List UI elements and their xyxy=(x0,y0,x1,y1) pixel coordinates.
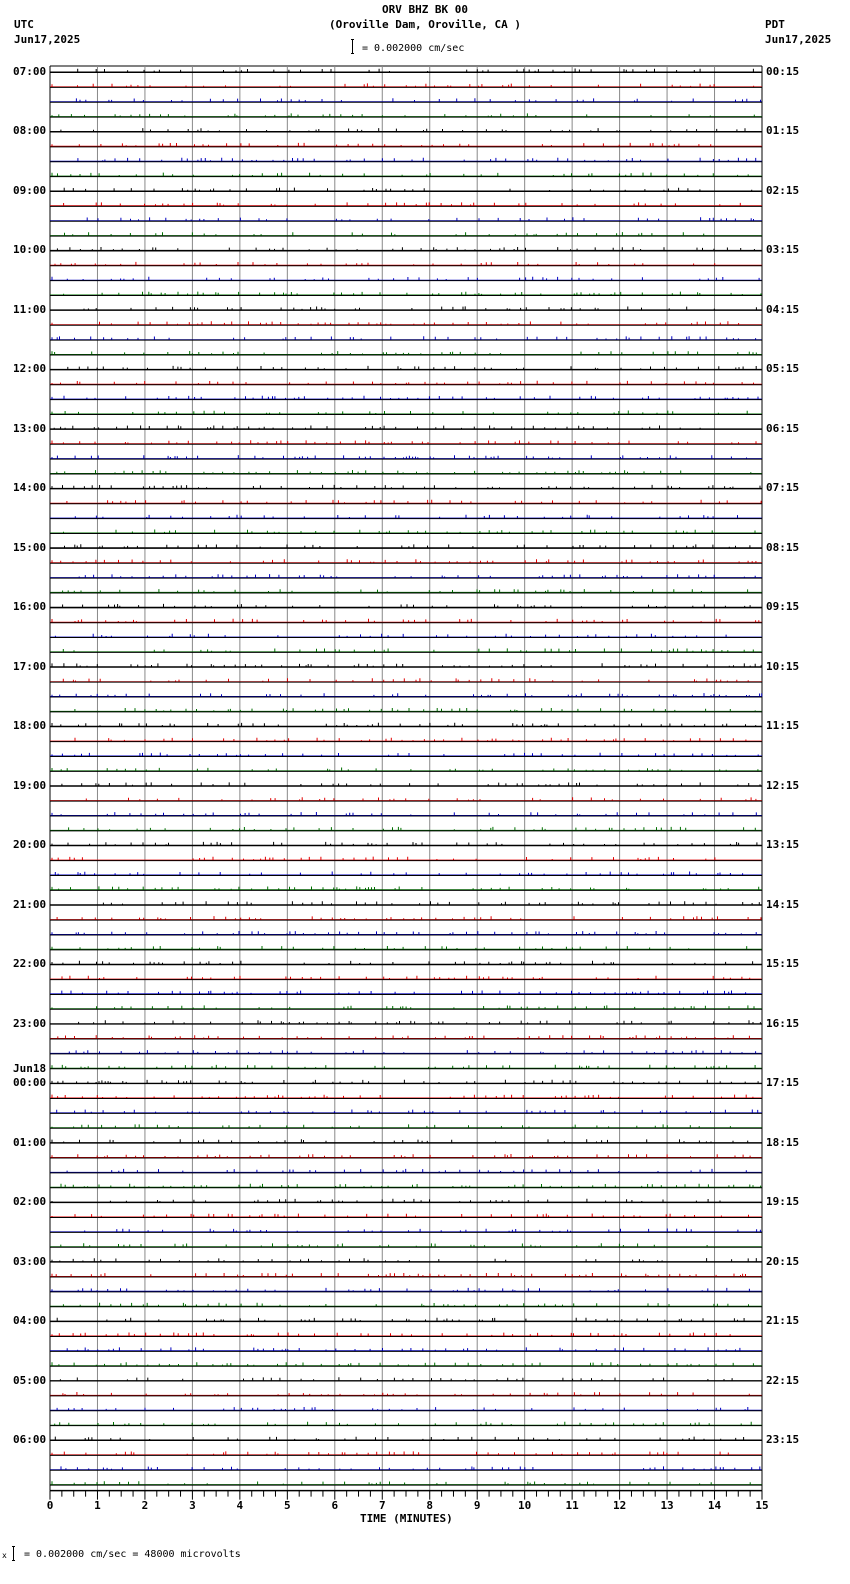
x-tick-label: 13 xyxy=(660,1498,674,1512)
right-hour-label: 11:15 xyxy=(766,719,800,733)
seismic-trace xyxy=(50,1065,762,1069)
seismic-trace xyxy=(50,83,762,87)
seismic-trace xyxy=(50,1095,762,1099)
seismic-trace xyxy=(50,411,762,415)
scale-label: = 0.002000 cm/sec xyxy=(362,43,465,54)
right-hour-label: 15:15 xyxy=(766,957,800,971)
seismic-trace xyxy=(50,604,762,608)
seismic-trace xyxy=(50,901,762,905)
footer-scale: = 0.002000 cm/sec = 48000 microvolts xyxy=(24,1549,241,1560)
seismic-trace xyxy=(50,500,762,504)
seismic-trace xyxy=(50,797,762,801)
seismic-trace xyxy=(50,961,762,965)
right-hour-label: 19:15 xyxy=(766,1195,800,1209)
right-hour-label: 09:15 xyxy=(766,600,800,614)
seismic-trace xyxy=(50,426,762,430)
x-tick-label: 7 xyxy=(378,1498,386,1512)
right-hour-label: 10:15 xyxy=(766,659,800,673)
seismic-trace xyxy=(50,827,762,831)
left-hour-label: 19:00 xyxy=(13,778,47,792)
x-tick-label: 0 xyxy=(46,1498,54,1512)
seismic-trace xyxy=(50,753,762,757)
seismic-trace xyxy=(50,1303,762,1307)
left-hour-label: 11:00 xyxy=(13,302,47,316)
seismic-trace xyxy=(50,991,762,995)
seismic-trace xyxy=(50,1362,762,1366)
left-date: Jun17,2025 xyxy=(14,33,81,46)
seismic-trace xyxy=(50,470,762,474)
seismic-trace xyxy=(50,113,762,117)
seismic-trace xyxy=(50,485,762,489)
seismic-trace xyxy=(50,366,762,370)
right-hour-label: 07:15 xyxy=(766,481,800,495)
date-change-label: Jun18 xyxy=(13,1062,47,1076)
seismic-trace xyxy=(50,1377,762,1381)
seismic-trace xyxy=(50,98,762,102)
seismic-trace xyxy=(50,1258,762,1262)
left-hour-label: 04:00 xyxy=(13,1314,47,1328)
right-hour-label: 13:15 xyxy=(766,838,800,852)
seismic-trace xyxy=(50,1050,762,1054)
seismic-trace xyxy=(50,1124,762,1128)
left-hour-label: 22:00 xyxy=(13,957,47,971)
seismic-trace xyxy=(50,782,762,786)
left-hour-label: 21:00 xyxy=(13,897,47,911)
seismic-trace xyxy=(50,336,762,340)
seismic-trace xyxy=(50,931,762,935)
left-hour-label: 01:00 xyxy=(13,1135,47,1149)
seismic-trace xyxy=(50,1347,762,1351)
seismic-trace xyxy=(50,321,762,325)
chart-subtitle: (Oroville Dam, Oroville, CA ) xyxy=(328,18,522,31)
seismic-trace xyxy=(50,1199,762,1203)
seismic-trace xyxy=(50,678,762,682)
seismic-trace xyxy=(50,217,762,221)
seismic-trace xyxy=(50,530,762,534)
seismic-trace xyxy=(50,1184,762,1188)
seismic-trace xyxy=(50,1243,762,1247)
seismic-trace xyxy=(50,188,762,192)
seismic-trace xyxy=(50,381,762,385)
left-hour-label: 00:00 xyxy=(13,1076,47,1090)
seismic-trace xyxy=(50,693,762,697)
seismic-trace xyxy=(50,1139,762,1143)
right-hour-label: 14:15 xyxy=(766,897,800,911)
seismic-trace xyxy=(50,723,762,727)
seismic-trace xyxy=(50,1451,762,1455)
seismic-trace xyxy=(50,544,762,548)
x-tick-label: 3 xyxy=(189,1498,196,1512)
seismic-trace xyxy=(50,277,762,281)
right-hour-label: 05:15 xyxy=(766,362,800,376)
left-hour-label: 20:00 xyxy=(13,838,47,852)
seismic-trace xyxy=(50,396,762,400)
right-hour-label: 04:15 xyxy=(766,302,800,316)
seismic-trace xyxy=(50,1005,762,1009)
right-hour-label: 17:15 xyxy=(766,1076,800,1090)
x-tick-label: 5 xyxy=(284,1498,291,1512)
left-hour-label: 06:00 xyxy=(13,1433,47,1447)
right-hour-label: 02:15 xyxy=(766,183,800,197)
left-hour-label: 13:00 xyxy=(13,421,47,435)
footer-scale-icon xyxy=(12,1546,15,1561)
seismic-trace xyxy=(50,1035,762,1039)
seismic-trace xyxy=(50,262,762,266)
seismic-trace xyxy=(50,1481,762,1485)
seismic-trace xyxy=(50,1154,762,1158)
right-hour-label: 18:15 xyxy=(766,1135,800,1149)
seismic-trace xyxy=(50,1169,762,1173)
seismic-trace xyxy=(50,128,762,132)
left-hour-label: 15:00 xyxy=(13,540,47,554)
chart-title: ORV BHZ BK 00 xyxy=(381,3,469,16)
right-hour-label: 21:15 xyxy=(766,1314,800,1328)
seismic-trace xyxy=(50,173,762,177)
x-tick-label: 15 xyxy=(755,1498,769,1512)
left-hour-label: 12:00 xyxy=(13,362,47,376)
seismic-trace xyxy=(50,1466,762,1470)
seismic-trace xyxy=(50,306,762,310)
seismic-trace xyxy=(50,663,762,667)
right-hour-label: 08:15 xyxy=(766,540,800,554)
x-tick-label: 4 xyxy=(236,1498,244,1512)
seismic-trace xyxy=(50,1407,762,1411)
right-date: Jun17,2025 xyxy=(765,33,832,46)
x-tick-label: 14 xyxy=(707,1498,722,1512)
right-hour-label: 23:15 xyxy=(766,1433,800,1447)
seismic-trace xyxy=(50,872,762,876)
left-hour-label: 10:00 xyxy=(13,243,47,257)
x-tick-label: 6 xyxy=(331,1498,339,1512)
seismic-trace xyxy=(50,946,762,950)
seismic-trace xyxy=(50,842,762,846)
left-timezone: UTC xyxy=(14,18,34,31)
right-hour-label: 22:15 xyxy=(766,1373,800,1387)
x-tick-label: 12 xyxy=(612,1498,627,1512)
seismic-trace xyxy=(50,1020,762,1024)
x-tick-label: 8 xyxy=(426,1498,434,1512)
right-hour-label: 03:15 xyxy=(766,243,800,257)
left-hour-label: 09:00 xyxy=(13,183,47,197)
seismic-trace xyxy=(50,768,762,772)
seismic-trace xyxy=(50,916,762,920)
seismic-trace xyxy=(50,292,762,296)
seismic-trace xyxy=(50,589,762,593)
x-tick-label: 2 xyxy=(141,1498,149,1512)
right-hour-label: 06:15 xyxy=(766,421,800,435)
right-hour-label: 16:15 xyxy=(766,1016,800,1030)
seismic-trace xyxy=(50,1214,762,1218)
seismic-trace xyxy=(50,648,762,652)
seismic-trace xyxy=(50,1318,762,1322)
seismic-trace xyxy=(50,976,762,980)
seismic-trace xyxy=(50,738,762,742)
left-hour-label: 05:00 xyxy=(13,1373,47,1387)
seismic-trace xyxy=(50,1229,762,1233)
seismic-trace xyxy=(50,1273,762,1277)
seismic-trace xyxy=(50,708,762,712)
left-hour-label: 07:00 xyxy=(13,65,47,78)
left-hour-label: 02:00 xyxy=(13,1195,47,1209)
seismic-trace xyxy=(50,202,762,206)
right-hour-label: 01:15 xyxy=(766,124,800,138)
seismic-trace xyxy=(50,886,762,890)
seismic-trace xyxy=(50,69,762,73)
seismic-trace xyxy=(50,247,762,251)
left-hour-label: 18:00 xyxy=(13,719,47,733)
x-tick-label: 9 xyxy=(473,1498,481,1512)
seismic-trace xyxy=(50,232,762,236)
left-hour-label: 17:00 xyxy=(13,659,47,673)
x-axis-label: TIME (MINUTES) xyxy=(360,1512,453,1525)
seismic-trace xyxy=(50,1422,762,1426)
seismic-trace xyxy=(50,574,762,578)
seismic-trace xyxy=(50,1333,762,1337)
seismic-trace xyxy=(50,1392,762,1396)
seismic-trace xyxy=(50,515,762,519)
seismic-trace xyxy=(50,559,762,563)
right-hour-label: 20:15 xyxy=(766,1254,800,1268)
x-tick-label: 10 xyxy=(518,1498,532,1512)
x-tick-label: 11 xyxy=(565,1498,579,1512)
left-hour-label: 16:00 xyxy=(13,600,47,614)
seismic-trace xyxy=(50,1288,762,1292)
right-hour-label: 12:15 xyxy=(766,778,800,792)
left-hour-label: 03:00 xyxy=(13,1254,47,1268)
left-hour-label: 14:00 xyxy=(13,481,47,495)
seismic-trace xyxy=(50,1080,762,1084)
seismic-trace xyxy=(50,812,762,816)
right-timezone: PDT xyxy=(765,18,785,31)
footer-mark: x xyxy=(2,1551,7,1560)
right-hour-label: 00:15 xyxy=(766,65,800,78)
left-hour-label: 08:00 xyxy=(13,124,47,138)
seismic-trace xyxy=(50,1110,762,1114)
seismic-trace xyxy=(50,455,762,459)
seismic-trace xyxy=(50,351,762,355)
seismic-trace xyxy=(50,440,762,444)
seismic-trace xyxy=(50,634,762,638)
seismic-trace xyxy=(50,158,762,162)
seismic-trace xyxy=(50,1437,762,1441)
x-tick-label: 1 xyxy=(94,1498,101,1512)
seismic-trace xyxy=(50,619,762,623)
left-hour-label: 23:00 xyxy=(13,1016,47,1030)
seismic-trace xyxy=(50,143,762,147)
seismic-trace xyxy=(50,857,762,861)
